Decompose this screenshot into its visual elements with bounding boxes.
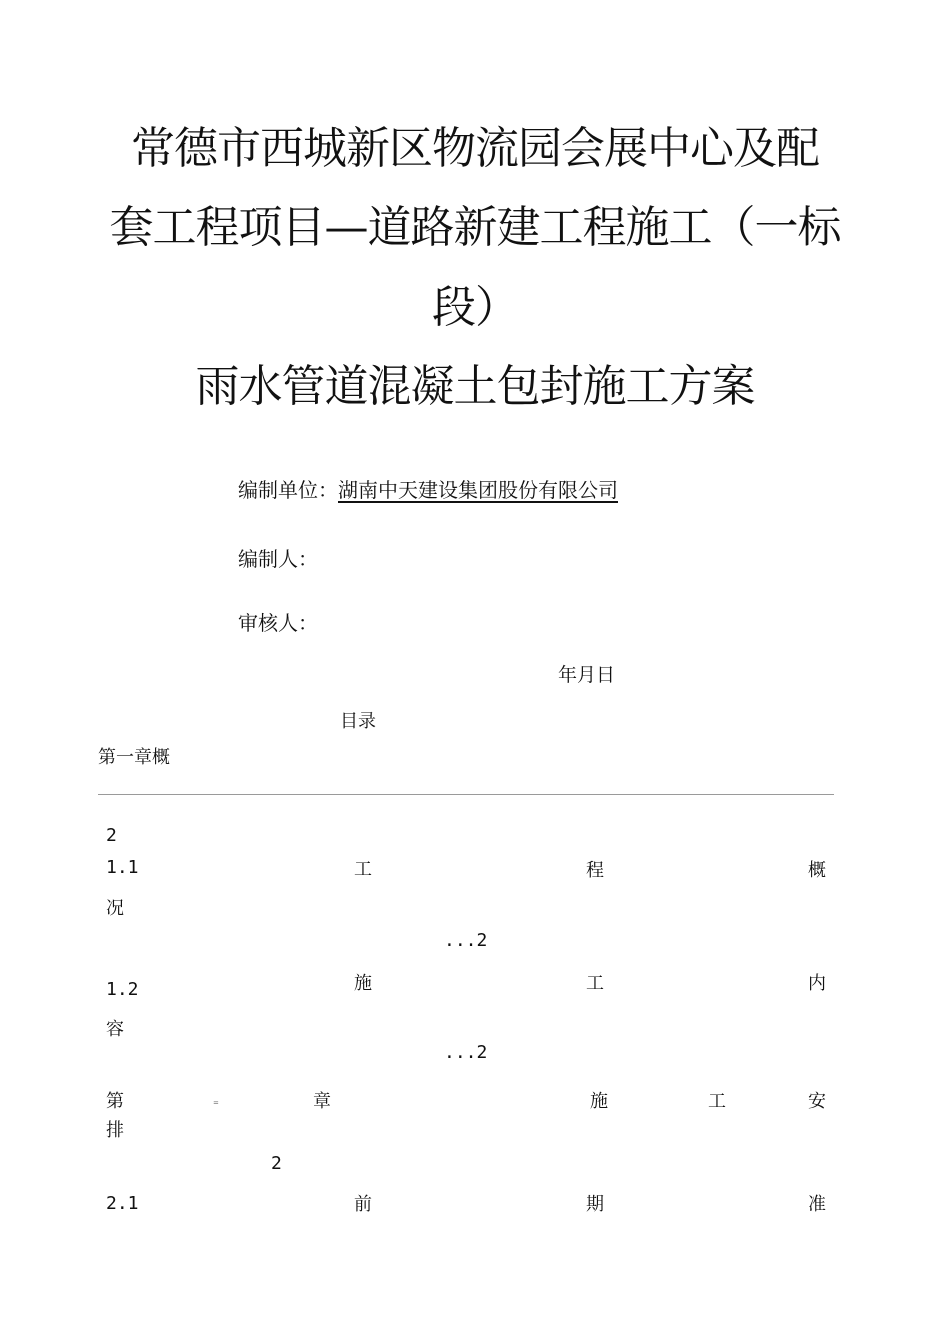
toc-item-char: 章 <box>313 1091 331 1112</box>
compile-unit-field <box>238 474 618 503</box>
toc-chapter-1: 第一章概 <box>98 747 170 768</box>
toc-chapter-2-mark: = <box>213 1099 219 1107</box>
toc-item-char: 安 <box>808 1091 826 1112</box>
toc-item-dots: ...2 <box>444 1042 488 1063</box>
toc-item-char: 前 <box>354 1194 372 1215</box>
compile-unit-label: 编制单位： <box>238 478 338 502</box>
toc-item-char: 概 <box>808 860 826 881</box>
title-line-4: 雨水管道混凝土包封施工方案 <box>195 361 755 412</box>
toc-chapter-2-first: 第 <box>106 1091 124 1112</box>
date-label: 年月日 <box>558 664 616 686</box>
title-line-3: 段） <box>432 282 518 333</box>
compile-unit-value: 湖南中天建设集团股份有限公司 <box>338 478 618 502</box>
toc-heading: 目录 <box>340 711 376 732</box>
toc-item-dots: ...2 <box>444 930 488 951</box>
toc-item-char: 内 <box>808 973 826 994</box>
toc-item-wrap: 况 <box>106 898 124 919</box>
toc-item-char: 工 <box>586 973 604 994</box>
toc-page-number: 2 <box>271 1153 282 1174</box>
toc-item-number: 2.1 <box>106 1193 139 1214</box>
toc-item-char: 施 <box>590 1091 608 1112</box>
toc-item-wrap: 排 <box>106 1120 124 1141</box>
toc-item-number: 1.2 <box>106 979 139 1000</box>
toc-page-number: 2 <box>106 825 117 846</box>
toc-item-char: 期 <box>586 1194 604 1215</box>
title-line-1: 常德市西城新区物流园会展中心及配 <box>131 123 819 174</box>
toc-item-char: 工 <box>354 859 372 880</box>
toc-item-char: 程 <box>586 860 604 881</box>
reviewer-label: 审核人： <box>238 611 318 635</box>
compiler-label: 编制人： <box>238 547 318 571</box>
toc-item-number: 1.1 <box>106 857 139 878</box>
toc-item-char: 工 <box>708 1091 726 1112</box>
toc-item-wrap: 容 <box>106 1019 124 1040</box>
toc-item-char: 施 <box>354 973 372 994</box>
toc-divider <box>98 794 834 795</box>
toc-item-char: 准 <box>808 1194 826 1215</box>
title-line-2: 套工程项目—道路新建工程施工（一标 <box>109 202 841 253</box>
